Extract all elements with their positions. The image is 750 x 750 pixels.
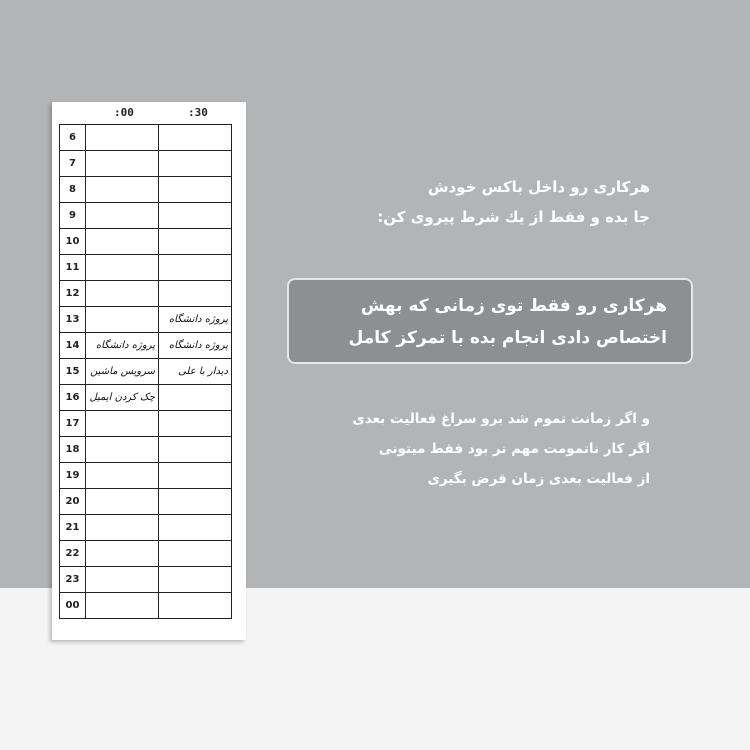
slot-30 [159,437,232,463]
schedule-row [60,177,232,203]
hour-label: 9 [60,203,86,229]
schedule-row [60,203,232,229]
hour-label: 11 [60,255,86,281]
instruction-line: جا بده و فقط از یك شرط پیروی کن: [377,208,650,226]
schedule-row [60,489,232,515]
slot-30 [159,255,232,281]
slot-00 [86,281,159,307]
schedule-row [60,515,232,541]
slot-00 [86,489,159,515]
schedule-row [60,593,232,619]
instruction-line: از فعالیت بعدی زمان قرض بگیری [427,471,650,487]
slot-30 [159,385,232,411]
hour-label: 15 [60,359,86,385]
slot-00 [86,307,159,333]
schedule-row [60,307,232,333]
slot-30 [159,203,232,229]
schedule-row [60,255,232,281]
slot-00 [86,463,159,489]
slot-30 [159,593,232,619]
slot-00 [86,515,159,541]
schedule-row [60,463,232,489]
slot-00 [86,151,159,177]
hour-label: 13 [60,307,86,333]
slot-30: پروژه دانشگاه [159,307,232,333]
column-header-00: :00 [114,106,134,119]
hour-label: 17 [60,411,86,437]
callout-line: اختصاص دادی انجام بده با تمرکز کامل [348,328,667,348]
slot-00 [86,255,159,281]
schedule-row [60,229,232,255]
slot-30 [159,515,232,541]
slot-30 [159,489,232,515]
slot-30 [159,177,232,203]
instruction-line: هرکاری رو داخل باکس خودش [427,178,650,196]
slot-30 [159,567,232,593]
schedule-table [59,124,232,619]
slot-30 [159,125,232,151]
callout-line: هرکاری رو فقط توی زمانی که بهش [360,296,667,316]
hour-label: 14 [60,333,86,359]
slot-30 [159,281,232,307]
schedule-row [60,281,232,307]
slot-30 [159,411,232,437]
schedule-row [60,359,232,385]
slot-00: چک کردن ایمیل [86,385,159,411]
slot-30 [159,463,232,489]
slot-00 [86,567,159,593]
instruction-text-bottom [352,404,650,494]
slot-00: پروژه دانشگاه [86,333,159,359]
schedule-row [60,411,232,437]
slot-00 [86,125,159,151]
slot-00 [86,411,159,437]
callout-text [349,290,667,354]
hour-label: 6 [60,125,86,151]
slot-00 [86,177,159,203]
slot-00 [86,437,159,463]
slot-30 [159,229,232,255]
hour-label: 7 [60,151,86,177]
callout-box [287,278,693,364]
instruction-line: اگر کار ناتمومت مهم تر بود فقط میتونی [378,441,650,457]
hour-label: 00 [60,593,86,619]
hour-label: 8 [60,177,86,203]
hour-label: 19 [60,463,86,489]
schedule-row [60,333,232,359]
hour-label: 10 [60,229,86,255]
column-header-30: :30 [188,106,208,119]
hour-label: 22 [60,541,86,567]
slot-00 [86,593,159,619]
schedule-row [60,541,232,567]
schedule-row [60,437,232,463]
schedule-row [60,125,232,151]
hour-label: 12 [60,281,86,307]
slot-00: سرویس ماشین [86,359,159,385]
schedule-row [60,151,232,177]
hour-label: 23 [60,567,86,593]
schedule-row [60,567,232,593]
slot-00 [86,229,159,255]
slot-30: دیدار با علی [159,359,232,385]
instruction-text-top [377,172,650,232]
hour-label: 21 [60,515,86,541]
slot-00 [86,541,159,567]
slot-00 [86,203,159,229]
slot-30 [159,151,232,177]
slot-30: پروژه دانشگاه [159,333,232,359]
instruction-line: و اگر زمانت تموم شد برو سراغ فعالیت بعدی [352,411,650,427]
slot-30 [159,541,232,567]
schedule-row [60,385,232,411]
hour-label: 16 [60,385,86,411]
hour-label: 18 [60,437,86,463]
planner-sheet [52,102,246,640]
hour-label: 20 [60,489,86,515]
